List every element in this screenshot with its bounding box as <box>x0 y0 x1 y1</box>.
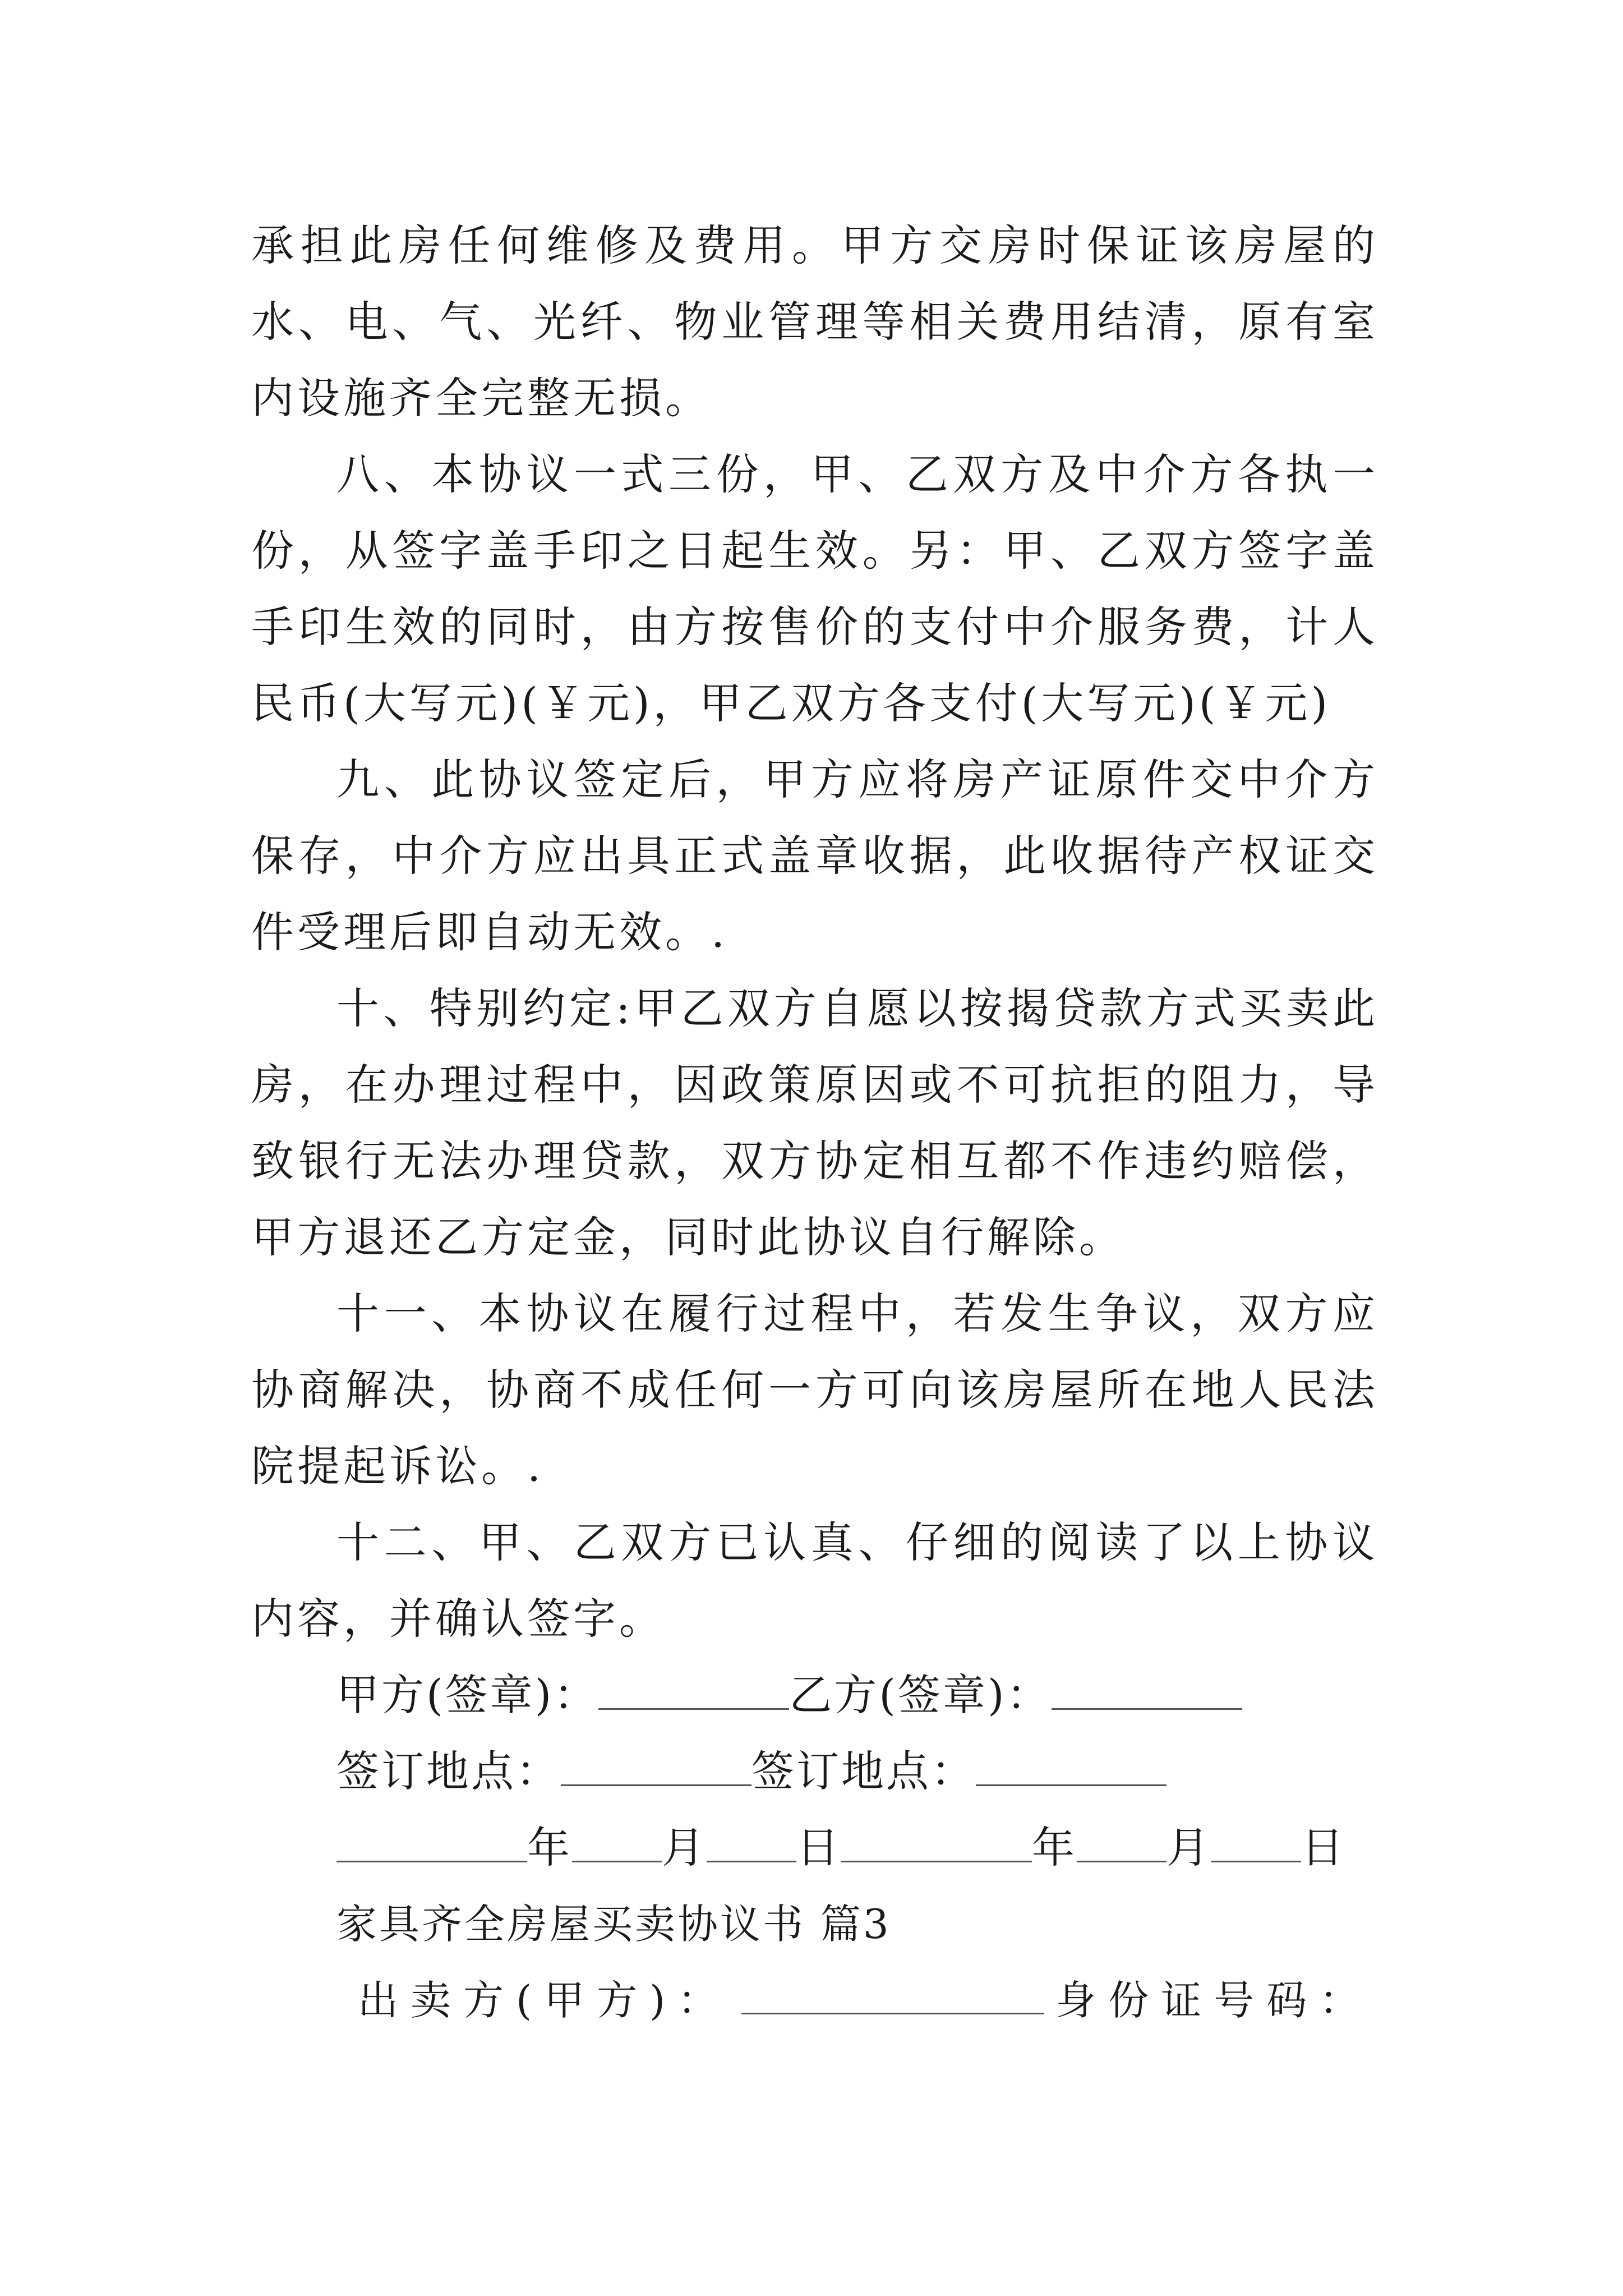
party-b-signature-field[interactable] <box>1052 1669 1242 1710</box>
seller-name-field[interactable] <box>741 1973 1044 2014</box>
party-a-year-field[interactable] <box>336 1821 527 1862</box>
signing-date-row <box>251 1810 1378 1886</box>
seller-row <box>251 1962 1378 2039</box>
party-a-month-field[interactable] <box>572 1821 662 1862</box>
party-b-signature-label: 乙方(签章)： <box>789 1670 1052 1720</box>
seller-id-label: 身份证号码： <box>1055 1977 1372 2024</box>
month-label: 月 <box>662 1823 707 1872</box>
party-b-place-label: 签订地点： <box>751 1746 976 1796</box>
party-b-month-field[interactable] <box>1077 1821 1166 1862</box>
year-label-b: 年 <box>1032 1823 1077 1872</box>
clause-8: 八、本协议一式三份，甲、乙双方及中介方各执一份，从签字盖手印之日起生效。另：甲、乙双方签字盖手印生效的同时，由方按售价的支付中介服务费，计人民币(大写元)(￥元)，甲乙双方各支付(大写元)(￥元) <box>251 449 1378 728</box>
party-a-signature-field[interactable] <box>598 1669 789 1710</box>
party-a-place-field[interactable] <box>561 1745 751 1786</box>
year-label: 年 <box>527 1823 572 1872</box>
month-label-b: 月 <box>1166 1823 1211 1872</box>
clause-10: 十、特别约定:甲乙双方自愿以按揭贷款方式买卖此房，在办理过程中，因政策原因或不可抗拒的阻力，导致银行无法办理贷款，双方协定相互都不作违约赔偿，甲方退还乙方定金，同时此协议自行解除。 <box>251 983 1378 1262</box>
party-a-day-field[interactable] <box>707 1821 796 1862</box>
signing-place-row <box>251 1733 1378 1810</box>
party-a-signature-label: 甲方(签章)： <box>336 1670 599 1720</box>
party-b-day-field[interactable] <box>1211 1821 1301 1862</box>
day-label: 日 <box>796 1823 841 1872</box>
party-a-place-label: 签订地点： <box>336 1746 561 1796</box>
clause-12: 十二、甲、乙双方已认真、仔细的阅读了以上协议内容，并确认签字。 <box>251 1517 1378 1644</box>
seller-label: 出卖方(甲方)： <box>358 1977 731 2024</box>
clause-9: 九、此协议签定后，甲方应将房产证原件交中介方保存，中介方应出具正式盖章收据，此收据待产权证交件受理后即自动无效。. <box>251 754 1378 957</box>
party-b-place-field[interactable] <box>976 1745 1166 1786</box>
document-page <box>251 208 1378 2039</box>
day-label-b: 日 <box>1301 1823 1346 1872</box>
signature-row <box>251 1657 1378 1733</box>
section-title: 家具齐全房屋买卖协议书 篇3 <box>336 1901 891 1948</box>
clause-11: 十一、本协议在履行过程中，若发生争议，双方应协商解决，协商不成任何一方可向该房屋所在地人民法院提起诉讼。. <box>251 1289 1378 1491</box>
clause-7-continuation: 承担此房任何维修及费用。甲方交房时保证该房屋的水、电、气、光纤、物业管理等相关费用结清，原有室内设施齐全完整无损。 <box>251 220 1378 423</box>
party-b-year-field[interactable] <box>841 1821 1032 1862</box>
